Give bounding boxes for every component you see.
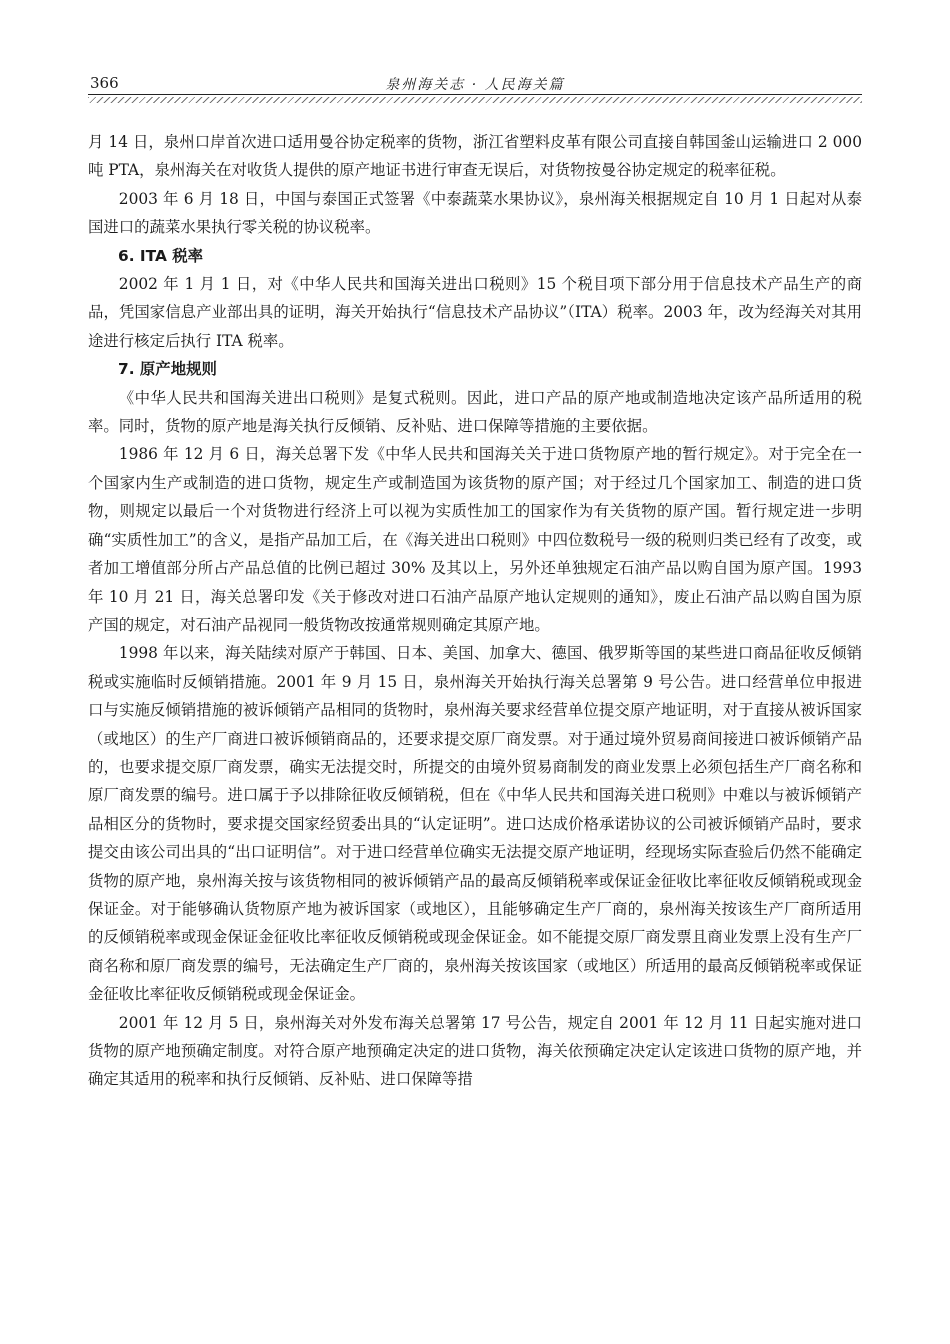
paragraph-1986-provisions: 1986 年 12 月 6 日，海关总署下发《中华人民共和国海关关于进口货物原产地的暂行规定》。对于完全在一个国家内生产或制造的进口货物，规定生产或制造国为该货物的原产国；对于经过几个国家加工、制造的进口货物，则规定以最后一个对货物进行经济上可以视为实质性加工的国家作为有关货物的原产国。暂行规定进一步明确“实质性加工”的含义，是指产品加工后，在《海关进出口税则》中四位数税号一级的税则归类已经有了改变，或者加工增值部分所占产品总值的比例已超过 30% 及其以上，另外还单独规定石油产品以购自国为原产国。1993 年 10 月 21 日，海关总署印发《关于修改对进口石油产品原产地认定规则的通知》，废止石油产品以购自国为原产国的规定，对石油产品视同一般货物改按通常规则确定其原产地。 [88, 445, 862, 634]
paragraph-origin-predetermination: 2001 年 12 月 5 日，泉州海关对外发布海关总署第 17 号公告，规定自 2001 年 12 月 11 日起实施对进口货物的原产地预确定制度。对符合原产地预确定决定的进口货物，海关依预确定决定认定该进口货物的原产地，并确定其适用的税率和执行反倾销、反补贴、进口保障等措 [88, 1013, 862, 1089]
paragraph-complex-tariff: 《中华人民共和国海关进出口税则》是复式税则。因此，进口产品的原产地或制造地决定该产品所适用的税率。同时，货物的原产地是海关执行反倾销、反补贴、进口保障等措施的主要依据。 [88, 388, 862, 436]
header-rule [88, 94, 862, 95]
running-title: 泉州海关志 · 人民海关篇 [385, 77, 565, 93]
page-number: 366 [90, 74, 119, 92]
heading-ita-tariff: 6. ITA 税率 [118, 246, 203, 265]
body-text [88, 128, 862, 1094]
page-header [88, 72, 862, 94]
heading-rules-of-origin: 7. 原产地规则 [118, 360, 217, 379]
paragraph-ita: 2002 年 1 月 1 日，对《中华人民共和国海关进出口税则》15 个税目项下部分用于信息技术产品生产的商品，凭国家信息产业部出具的证明，海关开始执行“信息技术产品协议”（ITA）税率。2003 年，改为经海关对其用途进行核定后执行 ITA 税率。 [88, 275, 862, 350]
header-ornament-divider [88, 97, 862, 103]
paragraph-anti-dumping: 1998 年以来，海关陆续对原产于韩国、日本、美国、加拿大、德国、俄罗斯等国的某些进口商品征收反倾销税或实施临时反倾销措施。2001 年 9 月 15 日，泉州海关开始执行海关总署第 9 号公告。进口经营单位申报进口与实施反倾销措施的被诉倾销产品相同的货物时，泉州海关要求经营单位提交原产地证明，对于直接从被诉国家（或地区）的生产厂商进口被诉倾销商品的，还要求提交原厂商发票。对于通过境外贸易商间接进口被诉倾销产品的，也要求提交原厂商发票，确实无法提交时，所提交的由境外贸易商制发的商业发票上必须包括生产厂商名称和原厂商发票的编号。进口属于予以排除征收反倾销税，但在《中华人民共和国海关进口税则》中难以与被诉倾销产品相区分的货物时，要求提交国家经贸委出具的“认定证明”。进口达成价格承诺协议的公司被诉倾销产品时，要求提交由该公司出具的“出口证明信”。对于进口经营单位确实无法提交原产地证明，经现场实际查验后仍然不能确定货物的原产地，泉州海关按与该货物相同的被诉倾销产品的最高反倾销税率或保证金征收比率征收反倾销税或现金保证金。对于能够确认货物原产地为被诉国家（或地区），且能够确定生产厂商的，泉州海关按该生产厂商所适用的反倾销税率或现金保证金征收比率征收反倾销税或现金保证金。如不能提交原厂商发票且商业发票上没有生产厂商名称和原厂商发票的编号，无法确定生产厂商的，泉州海关按该国家（或地区）所适用的最高反倾销税率或保证金征收比率征收反倾销税或现金保证金。 [88, 644, 862, 1004]
paragraph-thailand-agreement: 2003 年 6 月 18 日，中国与泰国正式签署《中泰蔬菜水果协议》，泉州海关根据规定自 10 月 1 日起对从泰国进口的蔬菜水果执行零关税的协议税率。 [88, 189, 862, 237]
paragraph-continued: 月 14 日，泉州口岸首次进口适用曼谷协定税率的货物，浙江省塑料皮革有限公司直接自韩国釜山运输进口 2 000 吨 PTA，泉州海关在对收货人提供的原产地证书进行审查无误后，对货物按曼谷协定规定的税率征税。 [88, 133, 862, 180]
